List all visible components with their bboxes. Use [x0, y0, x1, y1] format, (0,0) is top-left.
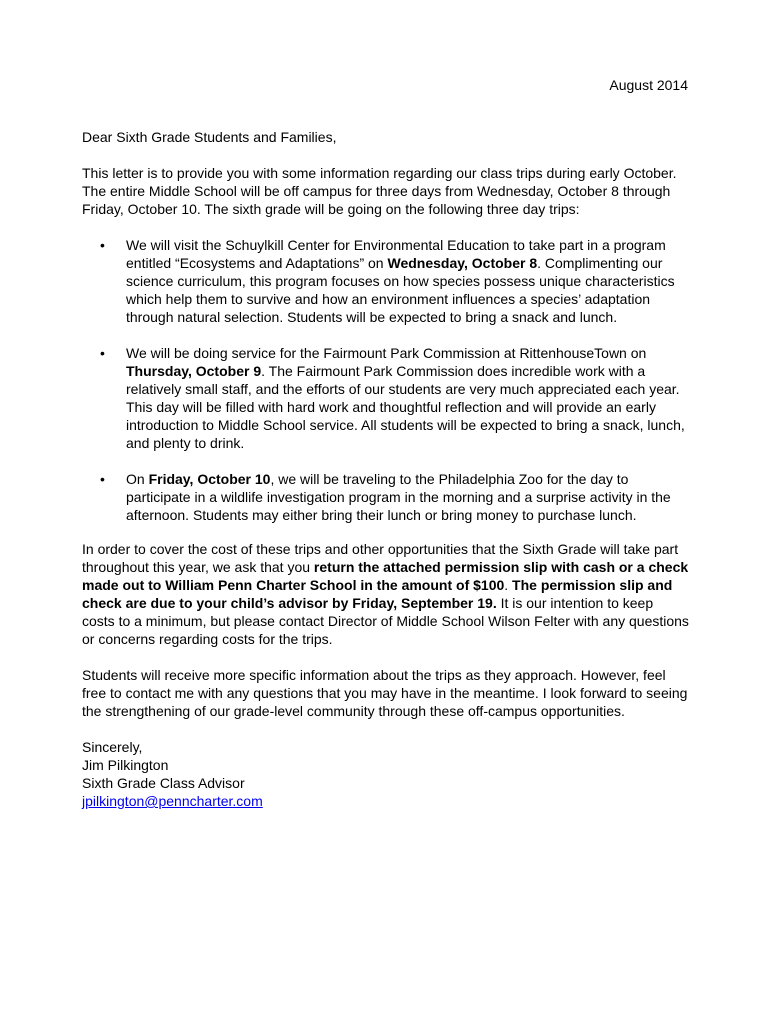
due-date-instruction: The permission slip and check are due to your child’s advisor by Friday, September 19. [82, 577, 673, 611]
letter-date: August 2014 [609, 77, 688, 93]
closing-word: Sincerely, [82, 739, 143, 755]
signer-name: Jim Pilkington [82, 757, 169, 773]
bullet-icon: • [100, 345, 105, 361]
trip-item-wednesday [82, 236, 689, 326]
trip-item-friday [82, 470, 689, 524]
closing-paragraph: Students will receive more specific information about the trips as they approach. However, feel free to contact me with any questions that you may have in the meantime. I look forward to seeing the strengthening of our grade-level community through these off-campus opportunities. [82, 667, 688, 719]
intro-paragraph: This letter is to provide you with some information regarding our class trips during early October. The entire Middle School will be off campus for three days from Wednesday, October 8 through Friday, October 10. The sixth grade will be going on the following three day trips: [82, 165, 677, 217]
trip-text: . The Fairmount Park Commission does incredible work with a relatively small staff, and the efforts of our students are very much appreciated each year. This day will be filled with hard work and thoughtful reflection and will provide an early introduction to Middle School service. All students will be expected to bring a snack, lunch, and plenty to drink. [126, 363, 685, 451]
trip-text: We will visit the Schuylkill Center for Environmental Education to take part in a program entitled “Ecosystems and Adaptations” on [126, 237, 666, 271]
bullet-icon: • [100, 237, 105, 253]
trip-text: , we will be traveling to the Philadelphia Zoo for the day to participate in a wildlife investigation program in the morning and a surprise activity in the afternoon. Students may either bring their lunch or bring money to purchase lunch. [126, 471, 671, 523]
trip-item-thursday [82, 344, 689, 452]
email-link[interactable]: jpilkington@penncharter.com [82, 793, 263, 809]
cost-separator: . [504, 577, 513, 593]
letter-body [82, 128, 689, 810]
trip-date: Wednesday, October 8 [387, 255, 538, 271]
cost-text: It is our intention to keep costs to a minimum, but please contact Director of Middle School Wilson Felter with any questions or concerns regarding costs for the trips. [82, 595, 689, 647]
cost-paragraph [82, 540, 689, 648]
payment-instruction: return the attached permission slip with cash or a check made out to William Penn Charter School in the amount of $100 [82, 559, 689, 593]
trip-text: We will be doing service for the Fairmount Park Commission at RittenhouseTown on [126, 345, 647, 361]
trip-text: . Complimenting our science curriculum, this program focuses on how species possess unique characteristics which help them to survive and how an environment influences a species’ adaptation through natural selection. Students will be expected to bring a snack and lunch. [126, 255, 675, 325]
trip-date: Thursday, October 9 [126, 363, 262, 379]
trip-date: Friday, October 10 [148, 471, 271, 487]
salutation: Dear Sixth Grade Students and Families, [82, 129, 337, 145]
trip-text: On [126, 471, 149, 487]
signature-block [82, 738, 689, 810]
trip-list [82, 236, 689, 524]
signer-title: Sixth Grade Class Advisor [82, 775, 245, 791]
cost-text: In order to cover the cost of these trips and other opportunities that the Sixth Grade will take part throughout this year, we ask that you [82, 541, 679, 575]
bullet-icon: • [100, 471, 105, 487]
